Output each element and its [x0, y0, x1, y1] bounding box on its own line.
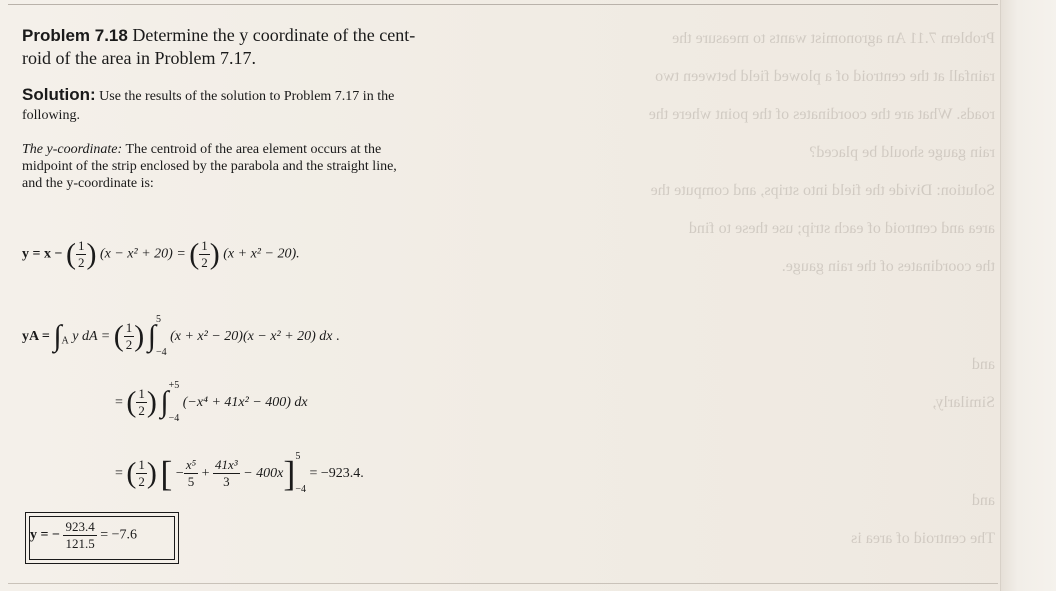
- eq3-equals: =: [115, 394, 123, 410]
- solution-intro: [22, 85, 498, 125]
- bleed-line: area and centroid of each strip; use these to find: [688, 220, 995, 237]
- half-fraction: $\frac{1}{2}$: [138, 386, 145, 419]
- para-lead: The y-coordinate:: [22, 142, 123, 157]
- bleed-line: rainfall at the centroid of a plowed field between two: [655, 68, 995, 85]
- eq2-left: yA =: [22, 328, 50, 344]
- eq2-int1: y dA =: [72, 328, 111, 344]
- equation-3: = ( $\frac{1}{2}$ ) ∫$^{+5}$ $_{-4}$ (−x⁴ + 41x² − 400) dx: [115, 373, 308, 432]
- answer-left: y = −: [30, 527, 60, 543]
- x3-fraction: $\frac{\text{41x³}}{3}$: [215, 457, 238, 490]
- bleed-line: The centroid of area is: [851, 530, 995, 547]
- solution-label: Solution:: [22, 85, 96, 104]
- eq4-tail: − 400x: [243, 465, 284, 481]
- half-fraction: $\frac{1}{2}$: [77, 238, 85, 270]
- bleed-line: and: [971, 356, 995, 373]
- half-fraction: $\frac{1}{2}$: [138, 457, 145, 490]
- equation-4: = ( $\frac{1}{2}$ ) [ − $\frac{\text{x⁵}}{5}$ + $\frac{\text{41x³}}{3}$ − 400x]$^5$ $_{-4}$ = −923.4.: [115, 444, 364, 503]
- eq4-plus: +: [201, 465, 210, 481]
- eq2-limits: $^5$ $_{-4}$: [155, 314, 167, 359]
- bleed-through-text: [520, 28, 995, 568]
- x5-fraction: $\frac{\text{x⁵}}{5}$: [185, 457, 197, 490]
- problem-block: [22, 24, 498, 192]
- page-edge: [1000, 0, 1056, 591]
- bleed-line: the coordinates of the rain gauge.: [781, 258, 995, 275]
- bleed-line: Solution: Divide the field into strips, and compute the: [650, 182, 995, 199]
- eq4-limits: $^5$ $_{-4}$: [295, 451, 306, 496]
- eq3-body: (−x⁴ + 41x² − 400) dx: [182, 394, 308, 410]
- half-fraction: $\frac{1}{2}$: [125, 320, 133, 353]
- eq4-minus: −: [175, 465, 184, 481]
- eq1-right: (x + x² − 20).: [223, 246, 300, 262]
- bottom-rule: [8, 583, 998, 584]
- eq1-mid: (x − x² + 20) =: [99, 246, 186, 262]
- problem-heading: [22, 24, 498, 69]
- answer-box: [25, 512, 179, 564]
- bleed-line: Similarly,: [932, 394, 995, 411]
- para-line-2: midpoint of the strip enclosed by the parabola and the straight line,: [22, 159, 397, 174]
- eq2-body: (x + x² − 20)(x − x² + 20) dx: [170, 328, 333, 344]
- equation-2: yA = $\int_A$ y dA = ( $\frac{1}{2}$ ) ∫$^5$ $_{-4}$ (x + x² − 20)(x − x² + 20) dx .: [22, 307, 340, 366]
- top-rule: [8, 4, 998, 5]
- equation-1: y = x − ( $\frac{1}{2}$ ) (x − x² + 20) = ( $\frac{1}{2}$ ) (x + x² − 20).: [22, 237, 300, 271]
- bleed-line: Problem 7.11 An agronomist wants to measure the: [672, 30, 995, 47]
- answer-right: = −7.6: [100, 527, 138, 543]
- bleed-line: rain gauge should be placed?: [809, 144, 995, 161]
- answer-fraction: $\frac{923.4}{121.5}$: [65, 519, 95, 551]
- solution-text-2: following.: [22, 108, 80, 123]
- bleed-line: and: [971, 492, 995, 509]
- para-line-1: The centroid of the area element occurs at the: [125, 142, 382, 157]
- solution-text-1: Use the results of the solution to Problem 7.17 in the: [99, 89, 395, 104]
- y-coordinate-paragraph: [22, 141, 498, 192]
- problem-statement-2: roid of the area in Problem 7.17.: [22, 48, 256, 68]
- answer-equation: [30, 519, 137, 552]
- problem-statement-1: Determine the y coordinate of the cent-: [132, 25, 416, 45]
- para-line-3: and the y-coordinate is:: [22, 176, 154, 191]
- bleed-line: roads. What are the coordinates of the point where the: [648, 106, 995, 123]
- eq2-end: .: [336, 328, 340, 344]
- eq4-result: = −923.4.: [309, 465, 364, 481]
- problem-label: Problem 7.18: [22, 26, 128, 45]
- eq4-equals: =: [115, 465, 123, 481]
- half-fraction: $\frac{1}{2}$: [201, 238, 208, 270]
- eq2-sub-A: A: [61, 335, 69, 347]
- eq3-limits: $^{+5}$ $_{-4}$: [168, 380, 180, 425]
- eq1-left: y = x −: [22, 246, 63, 262]
